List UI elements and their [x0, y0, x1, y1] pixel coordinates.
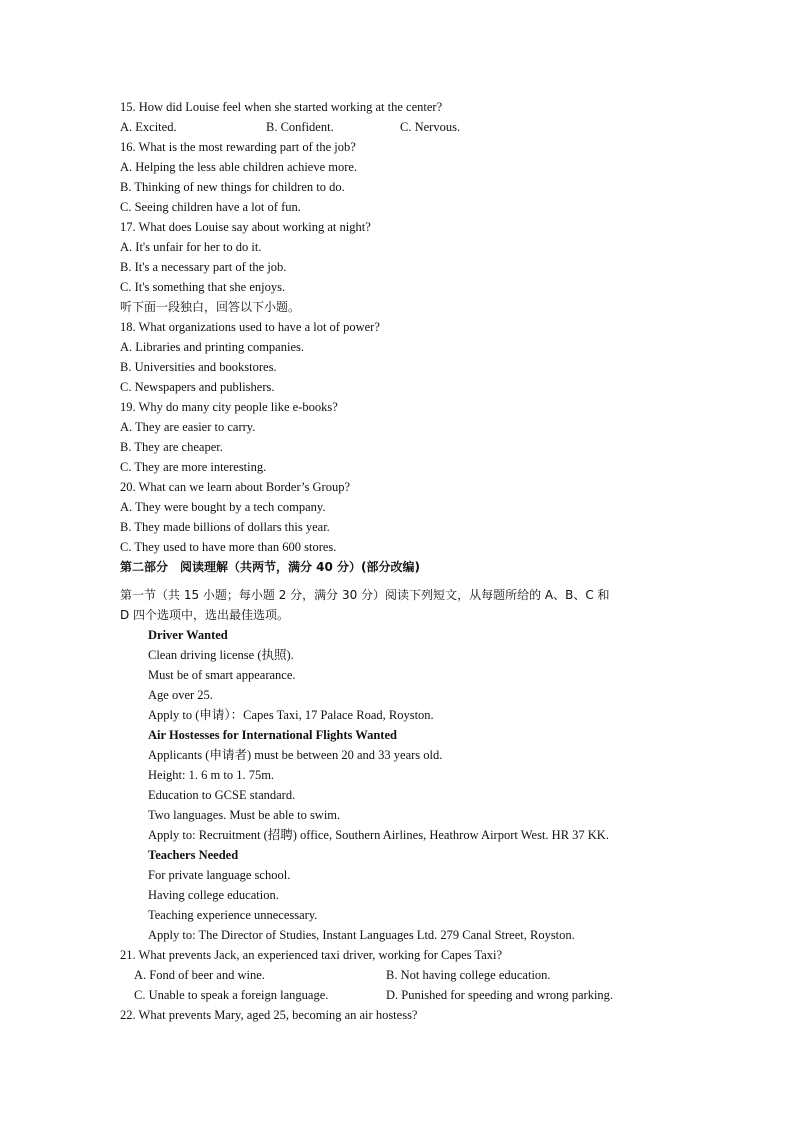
- q21-option-d: D. Punished for speeding and wrong parking.: [386, 988, 614, 1002]
- q19-option-c: C. They are more interesting.: [120, 460, 267, 474]
- q18-option-c: C. Newspapers and publishers.: [120, 380, 275, 394]
- q17-option-b: B. It's a necessary part of the job.: [120, 260, 287, 274]
- ad3-line: For private language school.: [148, 868, 291, 882]
- ad3-title: Teachers Needed: [148, 848, 239, 862]
- q17-option-c: C. It's something that she enjoys.: [120, 280, 286, 294]
- q21-option-c: C. Unable to speak a foreign language.: [134, 988, 329, 1002]
- q16-option-c: C. Seeing children have a lot of fun.: [120, 200, 301, 214]
- q16-option-b: B. Thinking of new things for children to do.: [120, 180, 345, 194]
- ad2-line: Education to GCSE standard.: [148, 788, 296, 802]
- q20-option-c: C. They used to have more than 600 stores.: [120, 540, 337, 554]
- listening-instruction: 听下面一段独白，回答以下小题。: [120, 300, 301, 314]
- ad2-line: Height: 1. 6 m to 1. 75m.: [148, 768, 275, 782]
- ad1-line: Must be of smart appearance.: [148, 668, 296, 682]
- ad3-line: Having college education.: [148, 888, 279, 902]
- q21-option-a: A. Fond of beer and wine.: [134, 968, 265, 982]
- ad3-line: Teaching experience unnecessary.: [148, 908, 318, 922]
- question-21: 21. What prevents Jack, an experienced taxi driver, working for Capes Taxi?: [120, 948, 503, 962]
- q15-option-a: A. Excited.: [120, 120, 177, 134]
- question-16: 16. What is the most rewarding part of the job?: [120, 140, 356, 154]
- question-17: 17. What does Louise say about working at night?: [120, 220, 371, 234]
- ad3-line: Apply to: The Director of Studies, Instant Languages Ltd. 279 Canal Street, Royston.: [148, 928, 575, 942]
- question-19: 19. Why do many city people like e-books?: [120, 400, 338, 414]
- ad2-line: Applicants (申请者) must be between 20 and 33 years old.: [148, 748, 443, 762]
- ad2-title: Air Hostesses for International Flights Wanted: [148, 728, 397, 742]
- q15-option-b: B. Confident.: [266, 120, 334, 134]
- ad1-line: Clean driving license (执照).: [148, 648, 294, 662]
- q16-option-a: A. Helping the less able children achieve more.: [120, 160, 358, 174]
- ad1-title: Driver Wanted: [148, 628, 228, 642]
- q15-option-c: C. Nervous.: [400, 120, 461, 134]
- ad1-line: Age over 25.: [148, 688, 213, 702]
- question-15: 15. How did Louise feel when she started working at the center?: [120, 100, 443, 114]
- question-22: 22. What prevents Mary, aged 25, becoming an air hostess?: [120, 1008, 418, 1022]
- ad2-line: Two languages. Must be able to swim.: [148, 808, 341, 822]
- ad1-line: Apply to (申请）：Capes Taxi, 17 Palace Road, Royston.: [148, 708, 434, 722]
- q19-option-a: A. They are easier to carry.: [120, 420, 256, 434]
- question-20: 20. What can we learn about Border’s Group?: [120, 480, 351, 494]
- section1-instruction-line2: D 四个选项中，选出最佳选项。: [120, 608, 290, 622]
- q21-option-b: B. Not having college education.: [386, 968, 551, 982]
- section1-instruction-line1: 第一节（共 15 小题；每小题 2 分，满分 30 分）阅读下列短文，从每题所给的 A、B、C 和: [120, 588, 610, 602]
- q20-option-a: A. They were bought by a tech company.: [120, 500, 326, 514]
- q18-option-a: A. Libraries and printing companies.: [120, 340, 304, 354]
- ad2-line: Apply to: Recruitment (招聘) office, Southern Airlines, Heathrow Airport West. HR 37 KK.: [148, 828, 609, 842]
- q20-option-b: B. They made billions of dollars this year.: [120, 520, 330, 534]
- q19-option-b: B. They are cheaper.: [120, 440, 223, 454]
- part2-title: 第二部分 阅读理解（共两节，满分 40 分）(部分改编): [120, 560, 421, 574]
- question-18: 18. What organizations used to have a lot of power?: [120, 320, 380, 334]
- q17-option-a: A. It's unfair for her to do it.: [120, 240, 262, 254]
- q18-option-b: B. Universities and bookstores.: [120, 360, 277, 374]
